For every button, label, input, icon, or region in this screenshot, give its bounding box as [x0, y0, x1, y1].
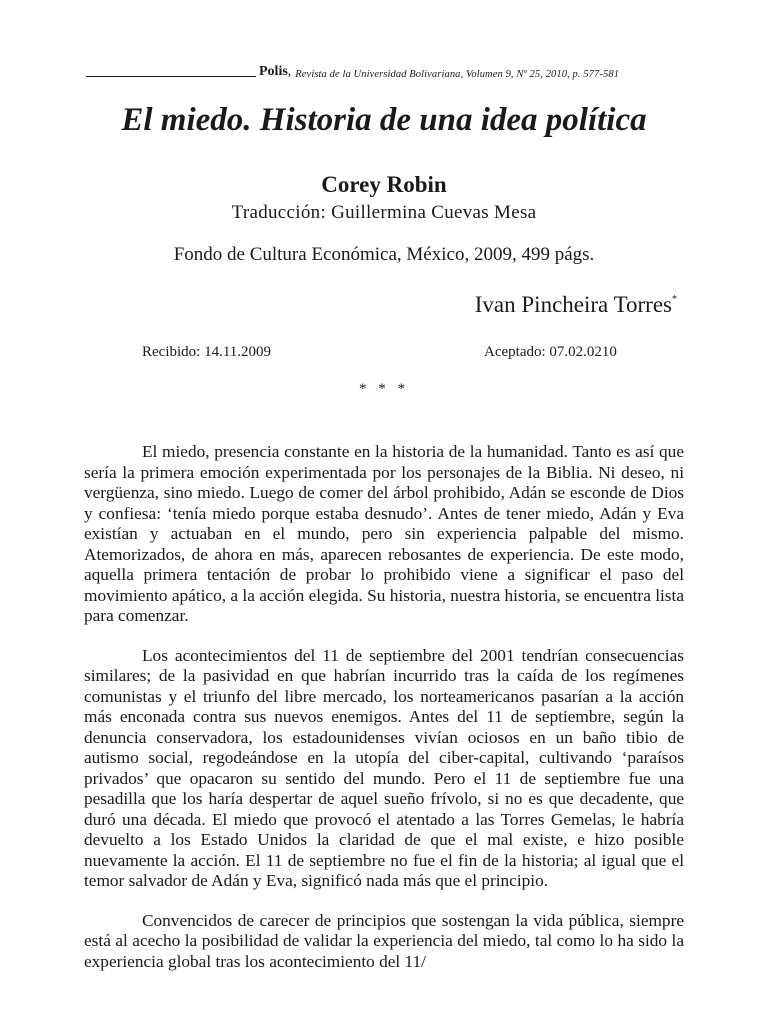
journal-separator: ,: [287, 64, 292, 79]
journal-citation: Revista de la Universidad Bolivariana, Volumen 9, Nº 25, 2010, p. 577-581: [295, 69, 620, 80]
publisher-line: Fondo de Cultura Económica, México, 2009, 499 págs.: [173, 244, 595, 265]
reviewer-footnote-mark: *: [672, 294, 677, 305]
paragraph: Convencidos de carecer de principios que sostengan la vida pública, siempre está al acecho la posibilidad de validar la experiencia del miedo, tal como lo ha sido la experiencia global tras los acontecimiento del 11/: [84, 910, 684, 971]
section-separator: * * *: [359, 381, 409, 397]
book-author: Corey Robin: [321, 172, 447, 197]
received-date: Recibido: 14.11.2009: [142, 344, 272, 360]
reviewer-name: [475, 292, 677, 318]
running-header: [86, 64, 619, 80]
body-text: [84, 442, 684, 991]
article-title: El miedo. Historia de una idea política: [121, 102, 647, 138]
header-rule: [86, 76, 256, 77]
paragraph: Los acontecimientos del 11 de septiembre del 2001 tendrían consecuencias similares; de la pasividad en que habrían incurrido tras la caída de los regímenes comunistas y el triunfo del libre mercado, los norteamericanos pasarían a la acción más enconada contra sus nuevos enemigos. Antes del 11 de septiembre, según la denuncia conservadora, los estadounidenses vivían ociosos en un baño tibio de autismo social, regodeándose en la utopía del ciber-capital, cultivando ‘paraísos privados’ que opacaron su sentido del mundo. Pero el 11 de septiembre fue una pesadilla que los haría despertar de aquel sueño frívolo, si no es que decadente, que duró una década. El miedo que provocó el atentado a las Torres Gemelas, le habría devuelto a los Estado Unidos la claridad de que el mal existe, e hizo posible nuevamente la acción. El 11 de septiembre no fue el fin de la historia; al igual que el temor salvador de Adán y Eva, significó nada más que el principio.: [84, 645, 684, 890]
accepted-date: Aceptado: 07.02.0210: [484, 344, 617, 360]
paragraph: El miedo, presencia constante en la historia de la humanidad. Tanto es así que sería la primera emoción experimentada por los personajes de la Biblia. Ni deseo, ni vergüenza, sino miedo. Luego de comer del árbol prohibido, Adán se esconde de Dios y confiesa: ‘tenía miedo porque estaba desnudo’. Antes de tener miedo, Adán y Eva existían y actuaban en el mundo, pero sin experiencia palpable del mismo. Atemorizados, de ahora en más, aparecen rebosantes de experiencia. De este modo, aquella primera tentación de probar lo prohibido viene a significar el paso del movimiento apático, a la acción elegida. Su historia, nuestra historia, se encuentra lista para comenzar.: [84, 442, 684, 625]
journal-name: Polis: [259, 64, 288, 79]
reviewer-name-text: Ivan Pincheira Torres: [474, 292, 672, 317]
translator-line: Traducción: Guillermina Cuevas Mesa: [231, 202, 537, 223]
